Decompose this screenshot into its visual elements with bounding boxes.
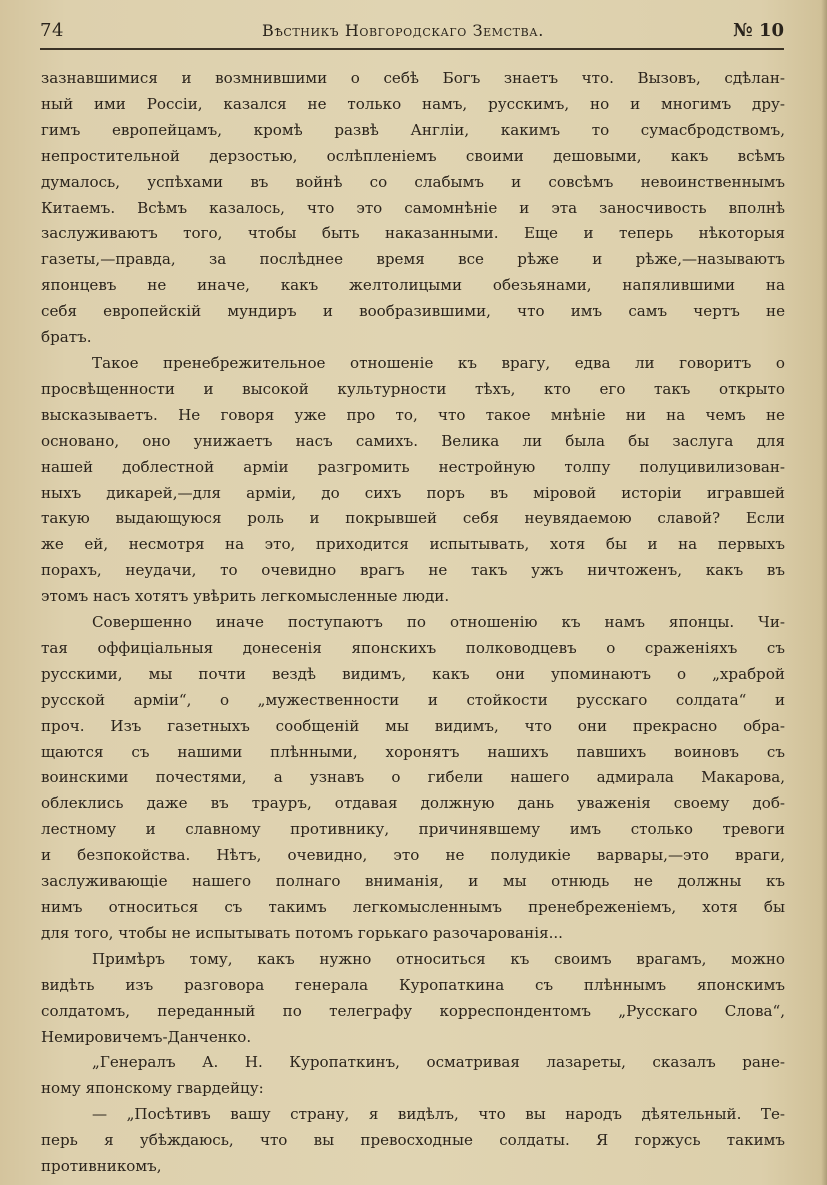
- paragraph: [41, 1050, 785, 1102]
- text-line: заслуживающіе нашего полнаго вниманія, и мы отнюдь не должны къ: [41, 872, 785, 891]
- text-line: тая оффиціальныя донесенія японскихъ полководцевъ о сраженіяхъ съ: [41, 638, 785, 657]
- paragraph: [41, 66, 785, 351]
- text-line: Примѣръ тому, какъ нужно относиться къ своимъ врагамъ, можно: [92, 949, 785, 968]
- text-line: же ей, несмотря на это, приходится испытывать, хотя бы и на первыхъ: [41, 535, 785, 554]
- text-line: непростительной дерзостью, ослѣпленіемъ своими дешовыми, какъ всѣмъ: [41, 146, 785, 165]
- text-line: порахъ, неудачи, то очевидно врагъ не такъ ужъ ничтоженъ, какъ въ: [41, 561, 785, 580]
- text-line: себя европейскій мундиръ и вообразившими, что имъ самъ чертъ не: [41, 302, 785, 321]
- page-number: 74: [40, 20, 64, 41]
- text-line: русскими, мы почти вездѣ видимъ, какъ они упоминаютъ о „храброй: [41, 664, 785, 683]
- text-line: ному японскому гвардейцу:: [41, 1079, 264, 1098]
- paragraph: [41, 1102, 785, 1180]
- running-header: [40, 20, 784, 50]
- text-line: такую выдающуюся роль и покрывшей себя неувядаемою славой? Если: [41, 509, 785, 528]
- text-line: думалось, успѣхами въ войнѣ со слабымъ и совсѣмъ невоинственнымъ: [41, 172, 785, 191]
- journal-title: Вѣстникъ Новгородскаго Земства.: [262, 21, 544, 40]
- text-line: гимъ европейцамъ, кромѣ развѣ Англіи, какимъ то сумасбродствомъ,: [41, 120, 785, 139]
- text-line: братъ.: [41, 328, 92, 347]
- text-line: щаются съ нашими плѣнными, хоронятъ нашихъ павшихъ воиновъ съ: [41, 742, 785, 761]
- text-line: этомъ насъ хотятъ увѣрить легкомысленные люди.: [41, 587, 450, 606]
- article-body: [41, 66, 785, 1180]
- text-line: просвѣщенности и высокой культурности тѣхъ, кто его такъ открыто: [41, 379, 785, 398]
- text-line: ный ими Россіи, казался не только намъ, русскимъ, но и многимъ дру-: [41, 94, 785, 113]
- text-line: заслуживаютъ того, чтобы быть наказанными. Еще и теперь нѣкоторыя: [41, 224, 785, 243]
- text-line: воинскими почестями, а узнавъ о гибели нашего адмирала Макарова,: [41, 768, 785, 787]
- text-line: зазнавшимися и возмнившими о себѣ Богъ знаетъ что. Вызовъ, сдѣлан-: [41, 69, 785, 87]
- text-line: облеклись даже въ трауръ, отдавая должную дань уваженія своему доб-: [41, 794, 785, 813]
- text-line: основано, оно унижаетъ насъ самихъ. Велика ли была бы заслуга для: [41, 431, 785, 450]
- text-line: видѣть изъ разговора генерала Куропаткина съ плѣннымъ японскимъ: [41, 975, 785, 994]
- text-line: солдатомъ, переданный по телеграфу корреспондентомъ „Русскаго Слова“,: [41, 1001, 785, 1020]
- text-line: Такое пренебрежительное отношеніе къ врагу, едва ли говоритъ о: [92, 353, 785, 372]
- text-line: русской арміи“, о „мужественности и стойкости русскаго солдата“ и: [41, 690, 785, 709]
- text-line: нашей доблестной арміи разгромить нестройную толпу полуцивилизован-: [41, 457, 785, 476]
- header-rule: [40, 48, 784, 50]
- text-line: нимъ относиться съ такимъ легкомысленнымъ пренебреженіемъ, хотя бы: [41, 898, 785, 916]
- text-line: ныхъ дикарей,—для арміи, до сихъ поръ въ міровой исторіи игравшей: [41, 483, 785, 502]
- text-line: Совершенно иначе поступаютъ по отношенію къ намъ японцы. Чи-: [92, 613, 785, 632]
- issue-number: № 10: [733, 20, 784, 41]
- page-edge-shadow: [821, 0, 827, 1185]
- text-line: и безпокойства. Нѣтъ, очевидно, это не полудикіе варвары,—это враги,: [41, 846, 785, 865]
- text-line: противникомъ,: [41, 1157, 162, 1176]
- paragraph: [41, 351, 785, 610]
- text-line: Китаемъ. Всѣмъ казалось, что это самомнѣніе и эта заносчивость вполнѣ: [41, 198, 785, 217]
- text-line: перь я убѣждаюсь, что вы превосходные солдаты. Я горжусь такимъ: [41, 1131, 785, 1150]
- text-line: „Генералъ А. Н. Куропаткинъ, осматривая лазареты, сказалъ ране-: [92, 1053, 785, 1072]
- paragraph: [41, 610, 785, 947]
- text-line: проч. Изъ газетныхъ сообщеній мы видимъ, что они прекрасно обра-: [41, 716, 785, 735]
- text-line: для того, чтобы не испытывать потомъ горькаго разочарованія...: [41, 923, 563, 942]
- text-line: Немировичемъ-Данченко.: [41, 1027, 252, 1046]
- text-line: лестному и славному противнику, причинявшему имъ столько тревоги: [41, 820, 785, 839]
- text-line: высказываетъ. Не говоря уже про то, что такое мнѣніе ни на чемъ не: [41, 405, 785, 424]
- text-line: японцевъ не иначе, какъ желтолицыми обезьянами, напялившими на: [41, 276, 785, 295]
- paragraph: [41, 947, 785, 1051]
- text-line: — „Посѣтивъ вашу страну, я видѣлъ, что вы народъ дѣятельный. Те-: [92, 1105, 785, 1124]
- text-line: газеты,—правда, за послѣднее время все рѣже и рѣже,—называютъ: [41, 250, 785, 269]
